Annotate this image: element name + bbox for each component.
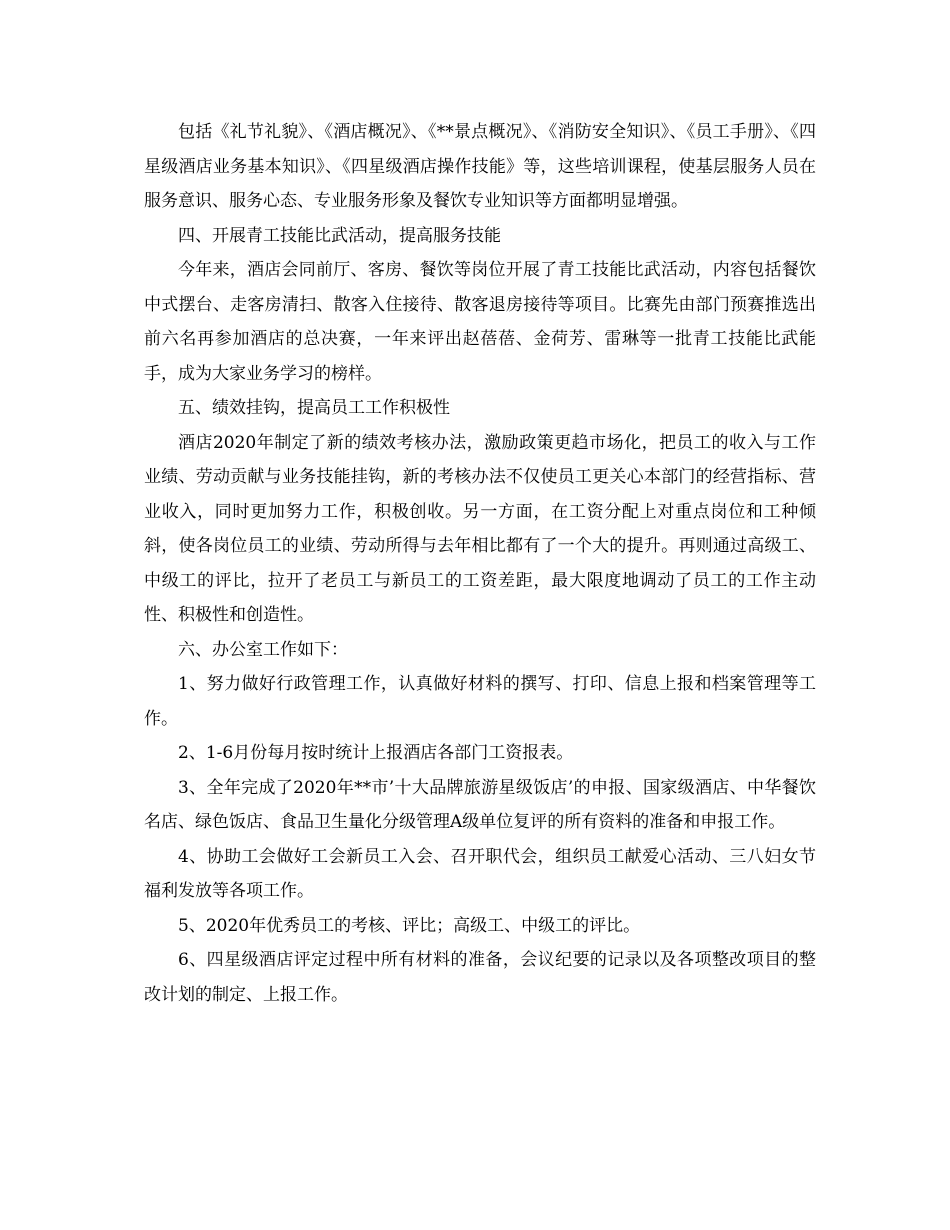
document-page	[144, 115, 816, 1012]
heading-performance: 五、绩效挂钩，提高员工工作积极性	[178, 398, 450, 418]
paragraph-skills-competition: 今年来，酒店会同前厅、客房、餐饮等岗位开展了青工技能比武活动，内容包括餐饮中式摆台、走客房清扫、散客入住接待、散客退房接待等项目。比赛先由部门预赛推选出前六名再参加酒店的总决赛，一年来评出赵蓓蓓、金荷芳、雷琳等一批青工技能比武能手，成为大家业务学习的榜样。	[144, 260, 816, 384]
paragraph-training-courses: 包括《礼节礼貌》、《酒店概况》、《**景点概况》、《消防安全知识》、《员工手册》、《四星级酒店业务基本知识》、《四星级酒店操作技能》等，这些培训课程，使基层服务人员在服务意识、服务心态、专业服务形象及餐饮专业知识等方面都明显增强。	[144, 122, 816, 211]
heading-skills-competition: 四、开展青工技能比武活动，提高服务技能	[178, 225, 501, 246]
paragraph-performance: 酒店2020年制定了新的绩效考核办法，激励政策更趋市场化，把员工的收入与工作业绩、劳动贡献与业务技能挂钩，新的考核办法不仅使员工更关心本部门的经营指标、营业收入，同时更加努力工作，积极创收。另一方面，在工资分配上对重点岗位和工种倾斜，使各岗位员工的业绩、劳动所得与去年相比都有了一个大的提升。再则通过高级工、中级工的评比，拉开了老员工与新员工的工资差距，最大限度地调动了员工的工作主动性、积极性和创造性。	[144, 432, 816, 625]
list-item-3: 3、全年完成了2020年**市’十大品牌旅游星级饭店’的申报、国家级酒店、中华餐饮名店、绿色饭店、食品卫生量化分级管理A级单位复评的所有资料的准备和申报工作。	[144, 777, 816, 832]
list-item-2: 2、1-6月份每月按时统计上报酒店各部门工资报表。	[178, 743, 574, 763]
list-item-1: 1、努力做好行政管理工作，认真做好材料的撰写、打印、信息上报和档案管理等工作。	[144, 674, 816, 729]
list-item-5: 5、2020年优秀员工的考核、评比；高级工、中级工的评比。	[178, 915, 641, 936]
list-item-6: 6、四星级酒店评定过程中所有材料的准备，会议纪要的记录以及各项整改项目的整改计划的制定、上报工作。	[144, 950, 816, 1005]
list-item-4: 4、协助工会做好工会新员工入会、召开职代会，组织员工献爱心活动、三八妇女节福利发放等各项工作。	[144, 846, 816, 901]
heading-office-work: 六、办公室工作如下：	[178, 639, 348, 660]
